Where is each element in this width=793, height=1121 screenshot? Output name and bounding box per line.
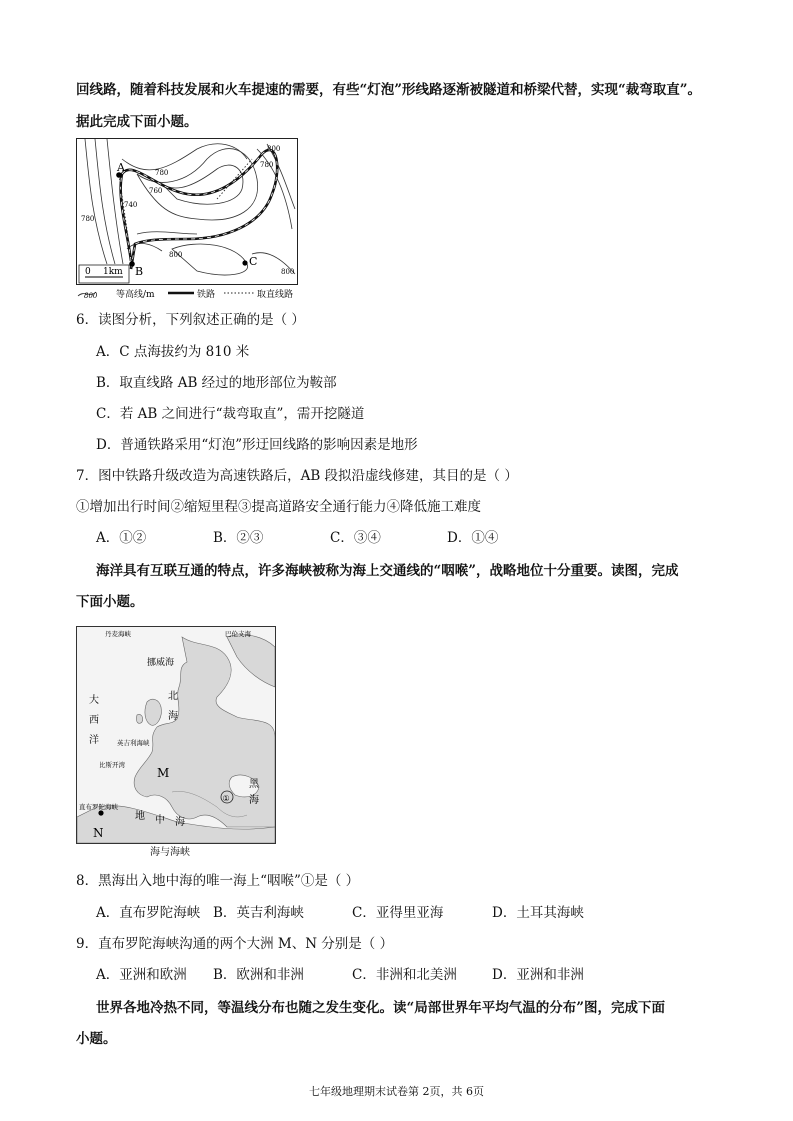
- q9-option-d[interactable]: D．亚洲和非洲: [492, 967, 584, 983]
- label-bay-of-biscay: 比斯开湾: [99, 761, 125, 769]
- q8-option-d[interactable]: D．土耳其海峡: [492, 905, 584, 921]
- legend-contour: 等高线/m: [116, 290, 155, 300]
- label-circle-1: ①: [222, 794, 230, 803]
- legend-contour-sample: 800: [84, 292, 98, 300]
- label-denmark-strait: 丹麦海峡: [105, 630, 131, 638]
- q9-option-a[interactable]: A．亚洲和欧洲: [96, 967, 187, 983]
- label-gibraltar: 直布罗陀海峡: [79, 803, 118, 811]
- legend-railway: 铁路: [197, 290, 216, 300]
- contour-label: 780: [81, 215, 95, 223]
- label-med-3: 海: [175, 817, 185, 828]
- legend-straight: 取直线路: [257, 290, 294, 300]
- contour-label: 740: [124, 201, 138, 209]
- q7-option-a[interactable]: A．①②: [96, 530, 147, 546]
- label-a: A: [117, 161, 125, 174]
- contour-label: 760: [149, 187, 163, 195]
- label-c: C: [249, 255, 258, 268]
- seas-straits-svg: [77, 627, 275, 843]
- label-med-1: 地: [135, 811, 145, 822]
- scale-zero: 0: [85, 267, 91, 277]
- page-footer: 七年级地理期末试卷第 2页，共 6页: [309, 1085, 484, 1098]
- label-english-channel: 英吉利海峡: [117, 739, 150, 747]
- q7-option-b[interactable]: B．②③: [213, 530, 264, 546]
- q6-option-a[interactable]: A．C 点海拔约为 810 米: [96, 344, 250, 360]
- intro2-line-2: 下面小题。: [76, 594, 144, 610]
- label-n: N: [93, 826, 104, 840]
- label-north-1: 北: [168, 691, 178, 702]
- scale-km: 1km: [103, 267, 123, 277]
- contour-map-svg: [77, 139, 297, 284]
- q6-option-d[interactable]: D．普通铁路采用“灯泡”形迂回线路的影响因素是地形: [96, 437, 418, 453]
- contour-label: 800: [169, 251, 183, 259]
- map2-caption: 海与海峡: [150, 847, 190, 858]
- point-c: [242, 260, 247, 265]
- contour-label: 780: [260, 161, 274, 169]
- q7-option-d[interactable]: D．①④: [447, 530, 499, 546]
- q9-option-c[interactable]: C．非洲和北美洲: [352, 967, 457, 983]
- intro-line-2: 据此完成下面小题。: [76, 114, 198, 130]
- q8-stem: 8．黑海出入地中海的唯一海上“咽喉”①是（ ）: [76, 873, 360, 889]
- q9-stem: 9．直布罗陀海峡沟通的两个大洲 M、N 分别是（ ）: [76, 936, 394, 952]
- q6-stem: 6．读图分析，下列叙述正确的是（ ）: [76, 312, 305, 328]
- map-legend: [76, 286, 306, 303]
- q7-items: ①增加出行时间②缩短里程③提高道路安全通行能力④降低施工难度: [76, 499, 481, 515]
- label-m: M: [157, 766, 170, 780]
- label-norwegian-sea: 挪威海: [147, 658, 175, 668]
- q8-option-c[interactable]: C．亚得里亚海: [352, 905, 444, 921]
- point-b: [129, 261, 135, 267]
- q8-option-b[interactable]: B．英吉利海峡: [213, 905, 304, 921]
- intro3-line-1: 世界各地冷热不同，等温线分布也随之发生变化。读“局部世界年平均气温的分布”图，完成下面: [96, 1000, 666, 1016]
- contour-map: [76, 138, 298, 285]
- label-north-2: 海: [168, 711, 178, 722]
- contour-label: 780: [155, 169, 169, 177]
- q6-option-b[interactable]: B．取直线路 AB 经过的地形部位为鞍部: [96, 375, 337, 391]
- contour-label: 800: [267, 145, 281, 153]
- q9-option-b[interactable]: B．欧洲和非洲: [213, 967, 304, 983]
- gibraltar-point: [98, 810, 103, 815]
- label-atlantic-2: 西: [89, 715, 99, 726]
- q7-option-c[interactable]: C．③④: [330, 530, 381, 546]
- label-atlantic-3: 洋: [89, 735, 99, 746]
- label-barents-sea: 巴伦支海: [225, 630, 251, 638]
- label-black-1: 黑: [249, 779, 259, 790]
- q6-option-c[interactable]: C．若 AB 之间进行“裁弯取直”，需开挖隧道: [96, 406, 365, 422]
- label-black-2: 海: [249, 795, 259, 806]
- label-atlantic-1: 大: [89, 695, 99, 706]
- label-med-2: 中: [155, 815, 165, 826]
- seas-straits-map: [76, 626, 276, 844]
- intro2-line-1: 海洋具有互联互通的特点，许多海峡被称为海上交通线的“咽喉”，战略地位十分重要。读图，完成: [96, 563, 679, 579]
- contour-label: 800: [281, 268, 295, 276]
- intro3-line-2: 小题。: [76, 1031, 117, 1047]
- q7-stem: 7．图中铁路升级改造为高速铁路后，AB 段拟沿虚线修建，其目的是（ ）: [76, 468, 518, 484]
- intro-line-1: 回线路，随着科技发展和火车提速的需要，有些“灯泡”形线路逐渐被隧道和桥梁代替，实现“裁弯取直”。: [76, 82, 702, 98]
- scale-bar: [79, 265, 129, 283]
- q8-option-a[interactable]: A．直布罗陀海峡: [96, 905, 201, 921]
- label-b: B: [135, 265, 144, 278]
